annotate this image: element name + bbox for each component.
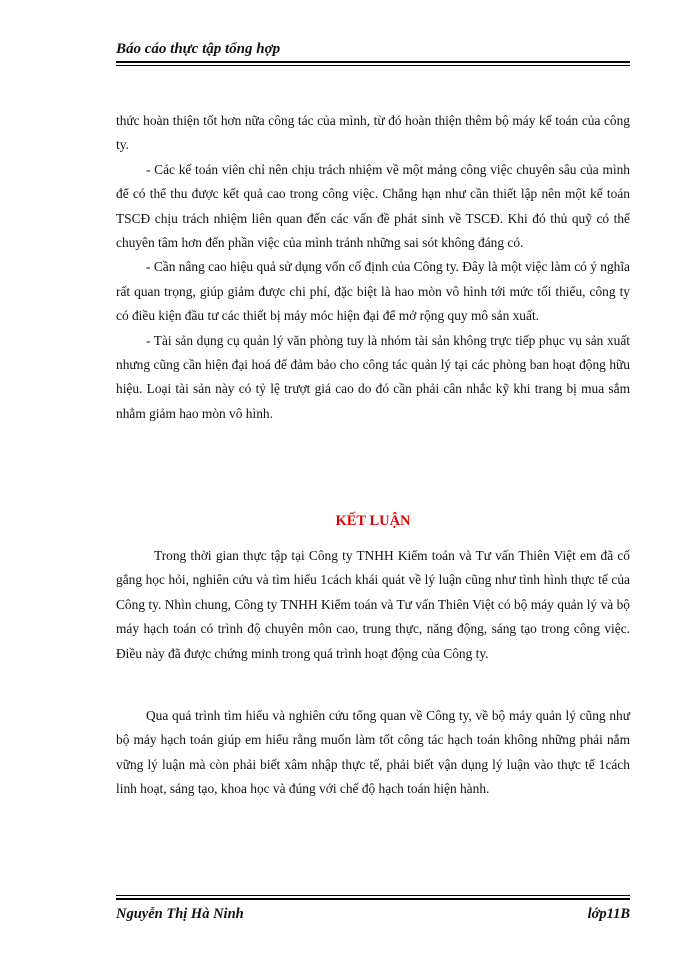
paragraph-continuation: thức hoàn thiện tốt hơn nữa công tác của mình, từ đó hoàn thiện thêm bộ máy kế toán của công ty. xyxy=(116,113,630,153)
footer-row xyxy=(116,905,630,923)
conclusion-paragraph-1: Trong thời gian thực tập tại Công ty TNHH Kiểm toán và Tư vấn Thiên Việt em đã cố gắng học hỏi, nghiên cứu và tìm hiểu 1cách khái quát về lý luận cũng như tình hình thực tế của Công ty. Nhìn chung, Công ty TNHH Kiểm toán và Tư vấn Thiên Việt có bộ máy quản lý và bộ máy hạch toán có trình độ chuyên môn cao, trung thực, năng động, sáng tạo trong công việc. Điều này đã được chứng minh trong quá trình hoạt động của Công ty. xyxy=(116,548,630,661)
paragraph-fixed-capital: - Cần nâng cao hiệu quả sử dụng vốn cố định của Công ty. Đây là một việc làm có ý nghĩa rất quan trọng, giúp giảm được chi phí, đặc biệt là hao mòn vô hình tới mức tối thiểu, công ty có điều kiện đầu tư các thiết bị máy móc hiện đại để mở rộng quy mô sản xuất. xyxy=(116,259,630,324)
conclusion-section-1 xyxy=(116,544,630,666)
footer-author: Nguyễn Thị Hà Ninh xyxy=(116,906,244,922)
footer-rule-thick xyxy=(116,898,630,900)
conclusion-section-2 xyxy=(116,704,630,802)
conclusion-heading: KẾT LUẬN xyxy=(335,513,411,529)
paragraph-office-assets: - Tài sản dụng cụ quản lý văn phòng tuy là nhóm tài sản không trực tiếp phục vụ sản xuất nhưng cũng cần hiện đại hoá để đảm bảo cho công tác quản lý tại các phòng ban hoạt động hữu hiệu. Loại tài sản này có tỷ lệ trượt giá cao do đó cần phải cân nhắc kỹ khi trang bị mua sắm nhằm giảm hao mòn vô hình. xyxy=(116,332,630,421)
header-rule-thick xyxy=(116,61,630,63)
page-footer xyxy=(116,895,630,923)
conclusion-paragraph-2: Qua quá trình tìm hiểu và nghiên cứu tổng quan về Công ty, về bộ máy quản lý cũng như bộ máy hạch toán giúp em hiểu rằng muốn làm tốt công tác hạch toán không những phải nắm vững lý luận mà còn phải biết xâm nhập thực tế, phải biết vận dụng lý luận vào thực tế 1cách linh hoạt, sáng tạo, khoa học và đúng với chế độ hạch toán hiện hành. xyxy=(116,708,630,797)
footer-rule-thin xyxy=(116,895,630,896)
page-header xyxy=(116,40,630,66)
footer-class: lớp11B xyxy=(587,906,630,922)
recommendations-section xyxy=(116,109,630,426)
paragraph-accountant-responsibility: - Các kế toán viên chỉ nên chịu trách nhiệm về một mảng công việc chuyên sâu của mình để có thể thu được kết quả cao trong công việc. Chẳng hạn như cần thiết lập nên một kế toán TSCĐ chịu trách nhiệm liên quan đến các vấn đề phát sinh về TSCĐ. Khi đó thủ quỹ có thể chuyên tâm hơn đến phần việc của mình tránh những sai sót không đáng có. xyxy=(116,161,630,251)
header-rule-thin xyxy=(116,65,630,66)
header-title: Báo cáo thực tập tổng hợp xyxy=(116,41,281,57)
